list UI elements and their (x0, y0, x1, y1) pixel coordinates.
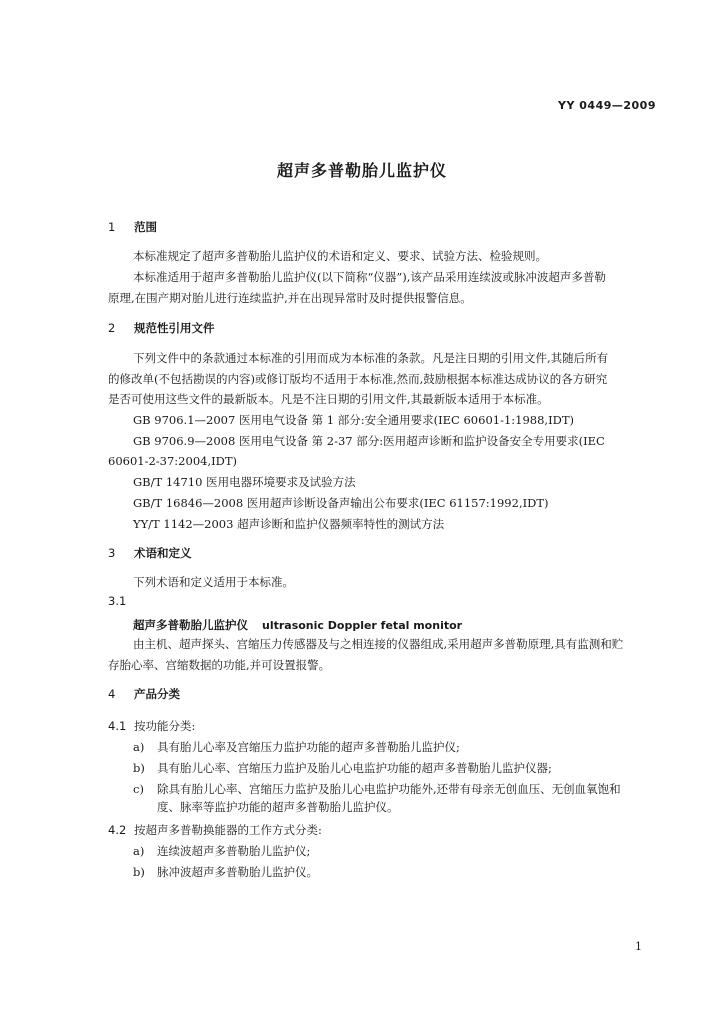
section-1-paragraph-1: 本标准规定了超声多普勒胎儿监护仪的术语和定义、要求、试验方法、检验规则。 (133, 249, 547, 263)
list-item (133, 861, 318, 882)
list-text: 除具有胎儿心率、宫缩压力监护及胎儿心电监护功能外,还带有母亲无创血压、无创血氧饱和 (157, 782, 621, 796)
section-2-paragraph-line-1: 下列文件中的条款通过本标准的引用而成为本标准的条款。凡是注日期的引用文件,其随后所有 (133, 351, 609, 365)
term-chinese: 超声多普勒胎儿监护仪 (133, 618, 248, 632)
page-number: 1 (635, 940, 642, 953)
section-title: 术语和定义 (134, 546, 192, 560)
subsection-number: 3.1 (108, 594, 127, 608)
subsection-text: 按超声多普勒换能器的工作方式分类: (134, 823, 322, 837)
list-item-continuation: 度、脉率等监护功能的超声多普勒胎儿监护仪。 (157, 800, 399, 814)
section-title: 规范性引用文件 (134, 321, 215, 335)
section-title: 产品分类 (134, 687, 180, 701)
reference-item: GB 9706.1—2007 医用电气设备 第 1 部分:安全通用要求(IEC 60601-1:1988,IDT) (133, 413, 574, 427)
section-number: 3 (108, 546, 116, 560)
section-number: 1 (108, 220, 116, 234)
list-text: 具有胎儿心率及宫缩压力监护功能的超声多普勒胎儿监护仪; (157, 740, 460, 754)
section-3-heading (108, 545, 192, 561)
subsection-text: 按功能分类: (134, 719, 196, 733)
subsection-4-2 (108, 819, 322, 840)
term-definition-line-1: 由主机、超声探头、宫缩压力传感器及与之相连接的仪器组成,采用超声多普勒原理,具有监测和贮 (133, 637, 624, 651)
reference-item: GB/T 16846—2008 医用超声诊断设备声输出公布要求(IEC 61157:1992,IDT) (133, 496, 549, 510)
section-number: 2 (108, 321, 116, 335)
term-english: ultrasonic Doppler fetal monitor (262, 619, 463, 632)
subsection-number: 4.2 (108, 823, 127, 837)
list-item (133, 757, 552, 778)
subsection-number: 4.1 (108, 719, 127, 733)
standard-number: YY 0449—2009 (558, 99, 656, 112)
section-2-paragraph-line-2: 的修改单(不包括勘误的内容)或修订版均不适用于本标准,然而,鼓励根据本标准达成协议的各方研究 (108, 372, 608, 386)
list-text: 连续波超声多普勒胎儿监护仪; (157, 844, 311, 858)
list-letter: b) (133, 865, 145, 879)
section-number: 4 (108, 687, 116, 701)
section-1-heading (108, 219, 157, 235)
reference-item: YY/T 1142—2003 超声诊断和监护仪器频率特性的测试方法 (133, 517, 445, 531)
list-item (133, 840, 310, 861)
term-entry (133, 614, 462, 633)
subsection-4-1 (108, 715, 195, 736)
term-definition-line-2: 存胎心率、宫缩数据的功能,并可设置报警。 (108, 658, 331, 672)
reference-item: GB/T 14710 医用电器环境要求及试验方法 (133, 475, 356, 489)
section-1-paragraph-2-line-2: 原理,在围产期对胎儿进行连续监护,并在出现异常时及时提供报警信息。 (108, 291, 472, 305)
list-letter: a) (133, 844, 145, 858)
document-title: 超声多普勒胎儿监护仪 (276, 161, 447, 180)
section-2-heading (108, 320, 215, 336)
section-1-paragraph-2-line-1: 本标准适用于超声多普勒胎儿监护仪(以下简称“仪器”),该产品采用连续波或脉冲波超声多普勒 (133, 270, 606, 284)
section-3-intro: 下列术语和定义适用于本标准。 (133, 575, 294, 589)
list-letter: b) (133, 761, 145, 775)
list-letter: c) (133, 782, 144, 796)
list-letter: a) (133, 740, 145, 754)
section-4-heading (108, 686, 180, 702)
reference-item-continuation: 60601-2-37:2004,IDT) (108, 454, 238, 468)
reference-item: GB 9706.9—2008 医用电气设备 第 2-37 部分:医用超声诊断和监护设备安全专用要求(IEC (133, 434, 605, 448)
list-item (133, 736, 460, 757)
list-text: 具有胎儿心率、宫缩压力监护及胎儿心电监护功能的超声多普勒胎儿监护仪器; (157, 761, 552, 775)
list-text: 脉冲波超声多普勒胎儿监护仪。 (157, 865, 318, 879)
section-title: 范围 (134, 220, 157, 234)
section-2-paragraph-line-3: 是否可使用这些文件的最新版本。凡是不注日期的引用文件,其最新版本适用于本标准。 (108, 392, 549, 406)
list-item (133, 778, 621, 799)
